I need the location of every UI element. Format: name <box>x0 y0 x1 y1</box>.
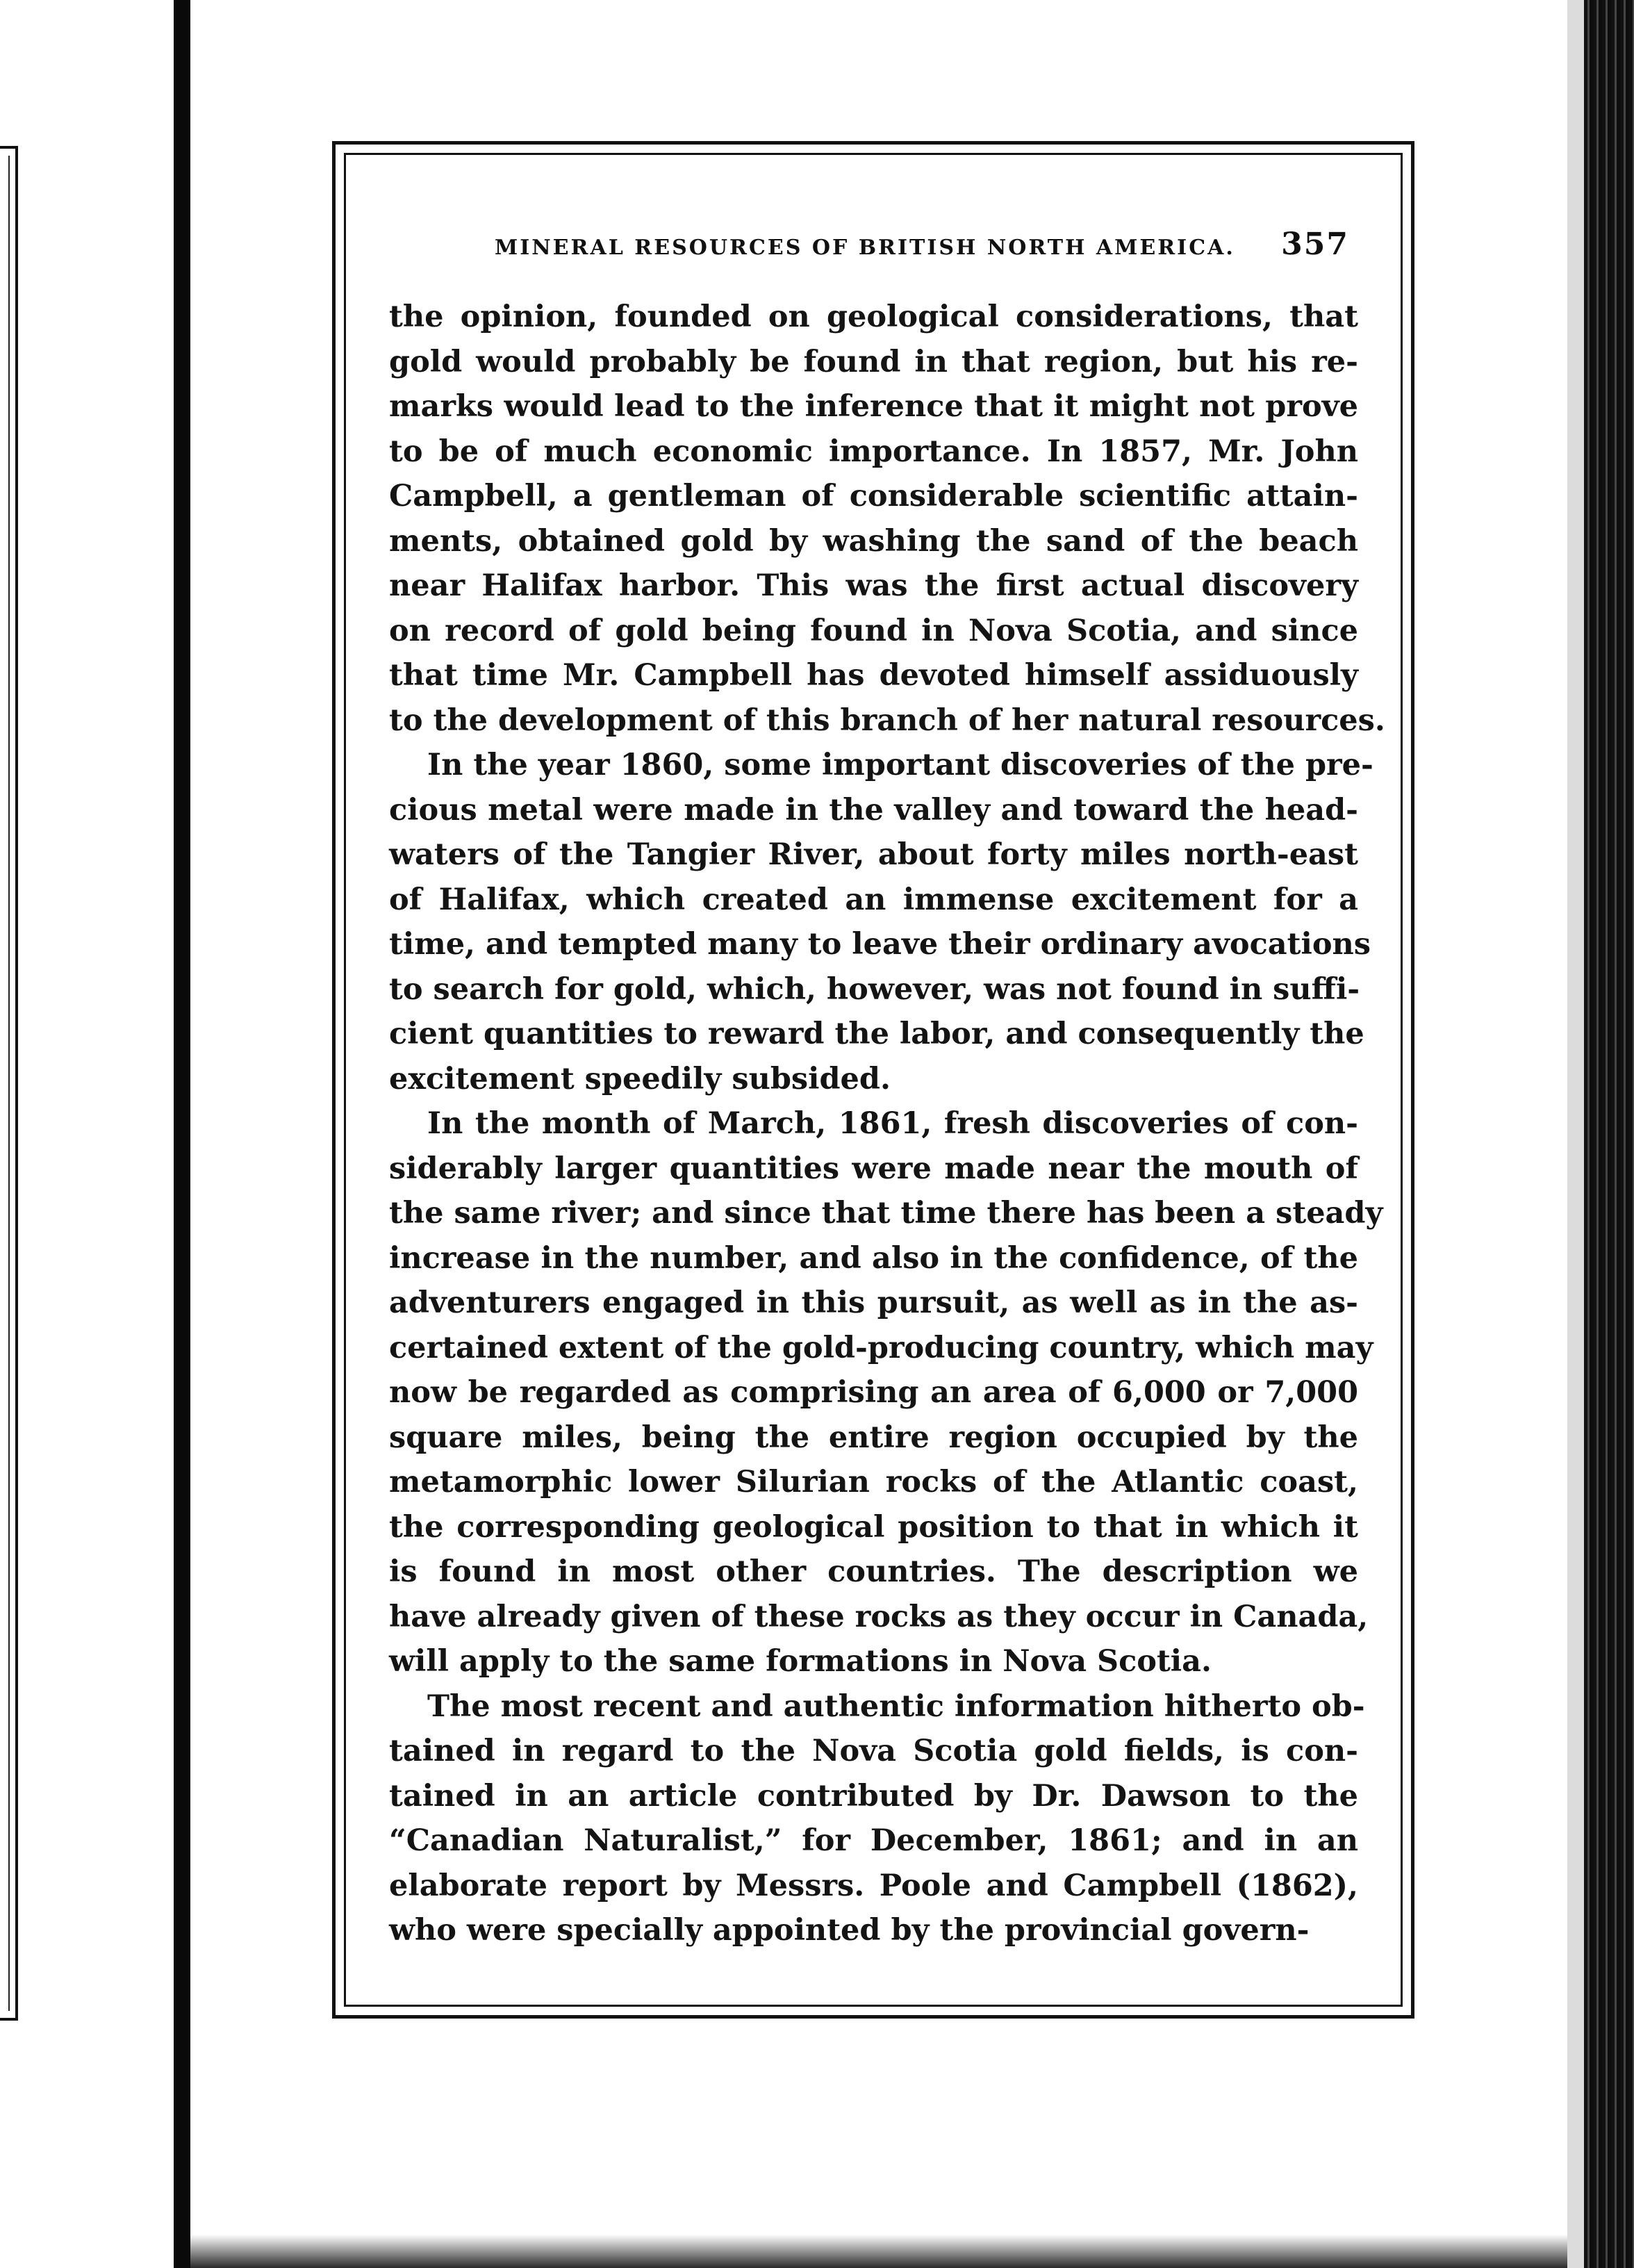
text-line: to search for gold, which, however, was not found in suffi- <box>389 971 1360 1007</box>
text-line: have already given of these rocks as they occur in Canada, <box>389 1599 1369 1634</box>
paragraph <box>389 1101 1383 1684</box>
text-line: marks would lead to the inference that it might not prove <box>389 389 1358 424</box>
text-line: time, and tempted many to leave their ordinary avocations <box>389 927 1371 962</box>
text-line: cious metal were made in the valley and toward the head- <box>389 792 1358 828</box>
text-line: waters of the Tangier River, about forty miles north-east <box>389 837 1358 872</box>
running-title: MINERAL RESOURCES OF BRITISH NORTH AMERICA. <box>495 236 1235 260</box>
text-line: ments, obtained gold by washing the sand of the beach <box>389 523 1358 559</box>
text-line: cient quantities to reward the labor, and consequently the <box>389 1017 1364 1051</box>
text-line: The most recent and authentic information hitherto ob- <box>427 1688 1365 1724</box>
text-line: who were specially appointed by the provincial govern- <box>389 1913 1310 1948</box>
text-line: on record of gold being found in Nova Scotia, and since <box>389 613 1358 648</box>
text-line: tained in an article contributed by Dr. Dawson to the <box>389 1778 1358 1814</box>
book-gutter <box>174 0 190 2268</box>
text-line: near Halifax harbor. This was the first actual discovery <box>389 568 1358 603</box>
text-line: adventurers engaged in this pursuit, as well as in the as- <box>389 1285 1358 1320</box>
text-line: Campbell, a gentleman of considerable scientific attain- <box>389 479 1358 513</box>
text-line: square miles, being the entire region occupied by the <box>389 1420 1358 1455</box>
text-line: increase in the number, and also in the confidence, of the <box>389 1240 1358 1276</box>
text-line: certained extent of the gold-producing country, which may <box>389 1330 1373 1365</box>
page-number: 357 <box>1281 227 1349 262</box>
text-line: now be regarded as comprising an area of 6,000 or 7,000 <box>389 1375 1358 1410</box>
text-line: will apply to the same formations in Nova Scotia. <box>389 1644 1212 1679</box>
text-line: In the year 1860, some important discoveries of the pre- <box>427 748 1373 782</box>
text-line: to the development of this branch of her natural resources. <box>389 702 1385 738</box>
text-line: gold would probably be found in that region, but his re- <box>389 344 1358 379</box>
page-edge-margin <box>1567 0 1584 2268</box>
paragraph <box>389 295 1385 743</box>
text-line: metamorphic lower Silurian rocks of the Atlantic coast, <box>389 1465 1358 1499</box>
text-line: excitement speedily subsided. <box>389 1061 891 1096</box>
left-page-edge <box>0 0 174 2268</box>
paragraph <box>389 1684 1365 1953</box>
running-header <box>495 227 1349 262</box>
text-line: the opinion, founded on geological considerations, that <box>389 299 1358 334</box>
body-text <box>389 295 1385 1953</box>
text-line: tained in regard to the Nova Scotia gold fields, is con- <box>389 1734 1358 1768</box>
text-line: the corresponding geological position to that in which it <box>389 1509 1358 1545</box>
text-line: elaborate report by Messrs. Poole and Campbell (1862), <box>389 1868 1358 1903</box>
book-page-edges <box>1584 0 1634 2268</box>
left-page-frame <box>0 146 18 2021</box>
text-line: is found in most other countries. The description we <box>389 1554 1358 1589</box>
text-line: In the month of March, 1861, fresh discoveries of con- <box>427 1106 1358 1141</box>
bottom-shadow <box>190 2235 1567 2268</box>
text-line: “Canadian Naturalist,” for December, 1861; and in an <box>389 1823 1358 1858</box>
text-line: siderably larger quantities were made near the mouth of <box>389 1151 1358 1186</box>
paragraph <box>389 743 1373 1101</box>
text-line: of Halifax, which created an immense excitement for a <box>389 882 1358 917</box>
text-line: that time Mr. Campbell has devoted himself assiduously <box>389 658 1358 693</box>
text-line: to be of much economic importance. In 1857, Mr. John <box>389 434 1358 469</box>
text-line: the same river; and since that time there has been a steady <box>389 1196 1383 1231</box>
